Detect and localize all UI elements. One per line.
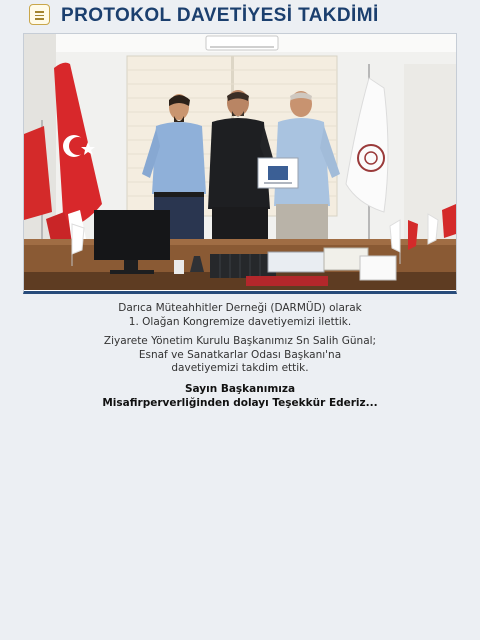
hamburger-menu-icon[interactable] — [29, 4, 50, 25]
page-header — [0, 0, 480, 34]
article-paragraph-1 — [0, 302, 480, 329]
text-line: Darıca Müteahhitler Derneği (DARMÜD) olarak — [118, 302, 362, 314]
thanks-message — [0, 382, 480, 410]
article-body — [0, 302, 480, 410]
text-line: Sayın Başkanımıza — [184, 382, 296, 395]
invitation-certificate — [258, 158, 298, 188]
page-title: PROTOKOL DAVETİYESİ TAKDİMİ — [61, 5, 379, 26]
text-line: Esnaf ve Sanatkarlar Odası Başkanı'na — [138, 348, 342, 361]
article-photo — [23, 33, 457, 294]
text-line: davetiyemizi takdim ettik. — [171, 362, 309, 374]
text-line: 1. Olağan Kongremize davetiyemizi ilettik. — [128, 315, 352, 328]
air-conditioner — [206, 36, 278, 50]
text-line: Misafirperverliğinden dolayı Teşekkür Ederiz... — [102, 396, 378, 409]
article-paragraph-2 — [0, 335, 480, 376]
text-line: Ziyarete Yönetim Kurulu Başkanımız Sn Salih Günal; — [103, 335, 377, 347]
